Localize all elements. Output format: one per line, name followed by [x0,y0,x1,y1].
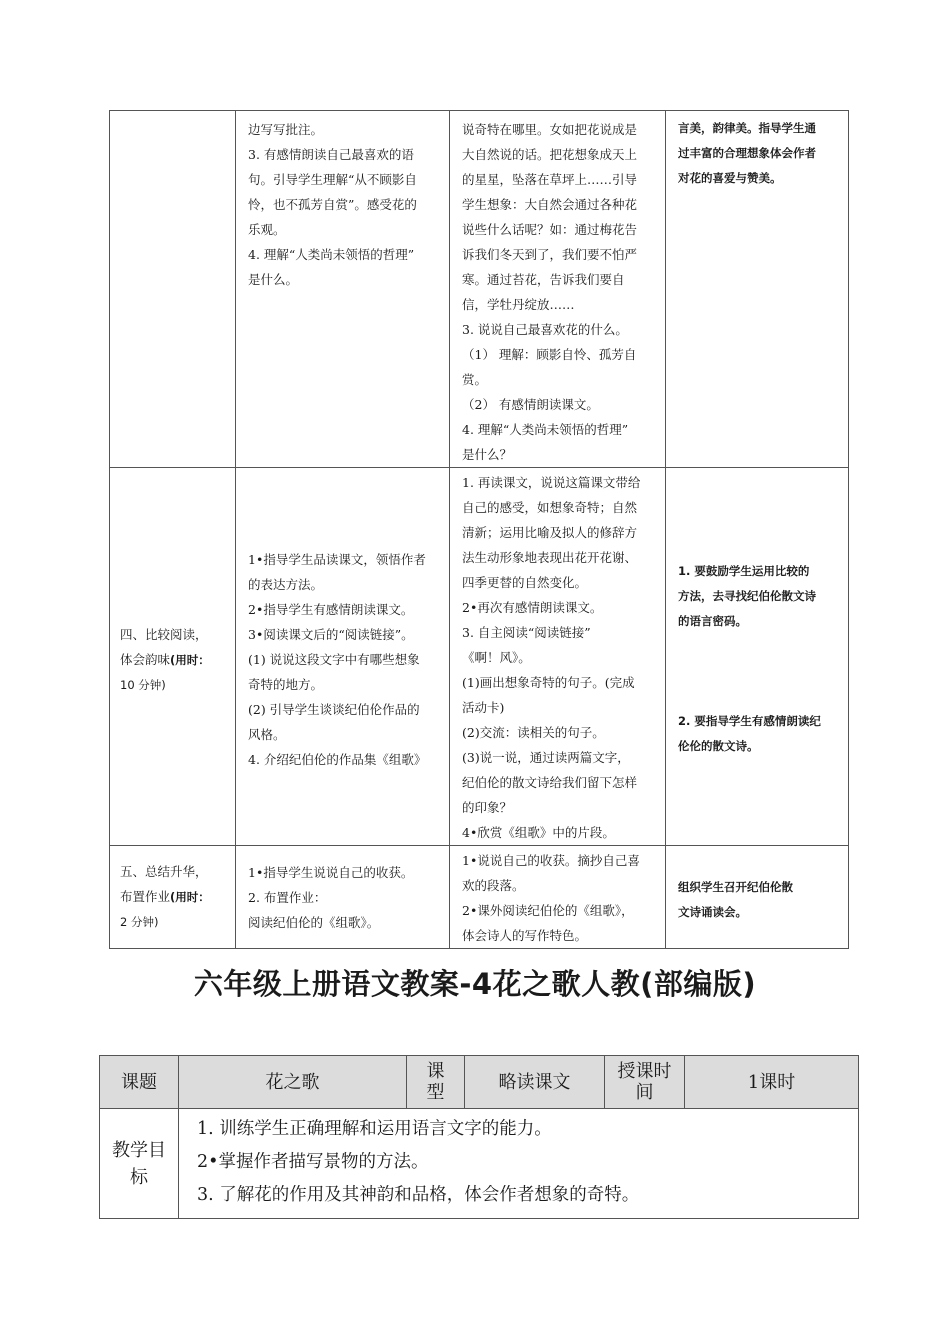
stage-cell [110,468,236,846]
text-line: 信，学牡丹绽放…… [462,297,575,312]
text-line: (2) 引导学生谈谈纪伯伦作品的 [248,702,420,717]
text-line: 伦伦的散文诗。 [678,739,759,753]
text-line: 1. 再读课文，说说这篇课文带给 [462,475,641,490]
text-line: 的印象？ [462,800,513,815]
text-line: 欢的段落。 [462,878,525,893]
text-line: 1•指导学生说说自己的收获。 [248,864,414,880]
text-line: 2•课外阅读纪伯伦的《组歌》， [462,903,634,918]
text-line: 边写写批注。 [248,122,324,137]
topic-value: 花之歌 [179,1056,407,1109]
text-line: 说奇特在哪里。女如把花说成是 [462,122,638,137]
text-line: 1. 要鼓励学生运用比较的 [678,564,810,578]
text-line: 的星星，坠落在草坪上……引导 [462,172,638,187]
text-line: （2） 有感情朗读课文。 [462,397,599,412]
time-label: 授课时 间 [605,1056,685,1109]
text-line: 乐观。 [248,222,286,237]
text-line: (1)画出想象奇特的句子。(完成 [462,675,635,690]
text-line: 说些什么话呢？如：通过梅花告 [462,222,638,237]
design-intent-cell [666,468,849,846]
text-line: 大自然说的话。把花想象成天上 [462,147,638,162]
stage-cell [110,846,236,949]
table-row-comparative-reading [110,468,849,846]
text-line: 2•掌握作者描写景物的方法。 [197,1152,429,1172]
time-value: 1课时 [685,1056,859,1109]
text-line: 3•阅读课文后的“阅读链接”。 [248,627,414,642]
text-line: (1) 说说这段文字中有哪些想象 [248,652,420,667]
teacher-activity-cell [236,846,450,949]
teacher-activity-cell [236,111,450,468]
text-line: 2. 要指导学生有感情朗读纪 [678,714,821,728]
design-intent-cell [666,111,849,468]
text-line: 对花的喜爱与赞美。 [678,171,782,185]
text-line: 文诗诵读会。 [678,904,747,919]
text-line: 4•欣赏《组歌》中的片段。 [462,825,615,840]
text-line: 4. 介绍纪伯伦的作品集《组歌》 [248,752,427,767]
student-activity-cell [450,111,666,468]
text-line: 怜，也不孤芳自赏”。感受花的 [248,197,417,212]
design-intent-cell [666,846,849,949]
student-activity-cell [450,468,666,846]
text-line: 纪伯伦的散文诗给我们留下怎样 [462,775,638,790]
lesson-plan-table [109,110,849,949]
text-line: 法生动形象地表现出花开花谢、 [462,550,638,565]
text-line: 3. 说说自己最喜欢花的什么。 [462,322,628,337]
text-line: 是什么？ [462,447,513,462]
type-value: 略读课文 [465,1056,605,1109]
text-line: 2•指导学生有感情朗读课文。 [248,602,414,617]
info-header-row [100,1056,859,1109]
text-line: 学生想象：大自然会通过各种花 [462,197,638,212]
text-line: 风格。 [248,727,286,742]
table-row-summary [110,846,849,949]
text-line: 组织学生召开纪伯伦散 [678,879,793,894]
text-line: 诉我们冬天到了，我们要不怕严 [462,247,638,262]
text-line: 方法，去寻找纪伯伦散文诗 [678,589,816,603]
type-label: 课 型 [407,1056,465,1109]
student-activity-cell [450,846,666,949]
text-line: 的表达方法。 [248,577,324,592]
text-line: 赏。 [462,372,488,387]
text-line: 2•再次有感情朗读课文。 [462,600,603,615]
objectives-row [100,1109,859,1219]
lesson-info-table [99,1055,859,1219]
text-line: 四季更替的自然变化。 [462,575,588,590]
text-line: 1•说说自己的收获。摘抄自己喜 [462,853,640,868]
text-line: (3)说一说，通过读两篇文字， [462,750,630,765]
time-value: 10 分钟) [120,677,166,692]
text-line: 1•指导学生品读课文，领悟作者 [248,552,426,567]
text-line: 4. 理解“人类尚未领悟的哲理” [462,422,629,437]
text-line: 的语言密码。 [678,614,747,628]
stage-label: 布置作业 [120,889,171,904]
stage-label: 四、比较阅读， [120,626,208,642]
time-label: (用时： [170,652,210,667]
text-line: 奇特的地方。 [248,677,324,692]
text-line: 过丰富的合理想象体会作者 [678,146,816,160]
text-line: 言美，韵律美。指导学生通 [678,121,816,135]
text-line: 4. 理解“人类尚未领悟的哲理” [248,247,415,262]
text-line: 3. 了解花的作用及其神韵和品格，体会作者想象的奇特。 [197,1185,640,1205]
document-title: 六年级上册语文教案-4花之歌人教(部编版) [193,967,757,1001]
text-line: 阅读纪伯伦的《组歌》。 [248,914,380,930]
topic-label: 课题 [100,1056,179,1109]
text-line: 3. 自主阅读“阅读链接” [462,625,591,640]
text-line: 1. 训练学生正确理解和运用语言文字的能力。 [197,1119,552,1139]
text-line: (2)交流：读相关的句子。 [462,725,605,740]
time-label: (用时： [170,890,210,904]
table-row-continued [110,111,849,468]
time-value: 2 分钟) [120,915,159,929]
text-line: 是什么。 [248,272,299,287]
objectives-label: 教学目 标 [100,1109,179,1219]
text-line: 体会诗人的写作特色。 [462,928,588,943]
teacher-activity-cell [236,468,450,846]
text-line: 《啊！风》。 [462,650,531,665]
text-line: （1） 理解：顾影自怜、孤芳自 [462,347,637,362]
text-line: 寒。通过苔花，告诉我们要自 [462,272,625,287]
text-line: 句。引导学生理解“从不顾影自 [248,172,417,187]
text-line: 2. 布置作业： [248,889,327,905]
text-line: 3. 有感情朗读自己最喜欢的语 [248,147,414,162]
text-line: 自己的感受，如想象奇特；自然 [462,500,638,515]
stage-label: 五、总结升华， [120,864,208,879]
text-line: 清新；运用比喻及拟人的修辞方 [462,525,638,540]
stage-cell [110,111,236,468]
objectives-list [179,1109,859,1219]
stage-label: 体会韵味 [120,651,171,667]
text-line: 活动卡) [462,700,505,715]
